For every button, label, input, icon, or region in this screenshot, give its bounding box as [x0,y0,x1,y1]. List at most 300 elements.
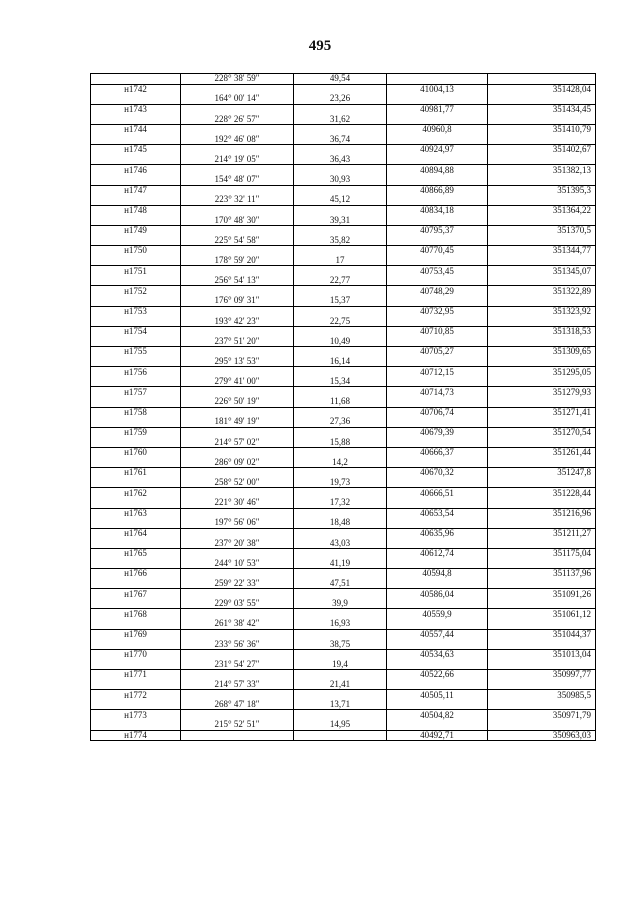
x-cell [387,619,488,629]
y-cell [488,357,596,367]
y-cell [488,377,596,387]
angle-cell [181,286,294,296]
x-cell [387,720,488,730]
y-coordinate: 351322,89 [488,286,596,296]
distance-cell [294,407,387,417]
point-cell [91,296,181,306]
segment-distance: 22,77 [294,276,387,286]
x-coordinate: 40981,77 [387,104,488,114]
distance-cell [294,569,387,579]
y-coordinate: 351344,77 [488,246,596,256]
y-coordinate: 351402,67 [488,145,596,155]
segment-row [91,336,596,346]
segment-row [91,579,596,589]
segment-row [91,437,596,447]
x-cell [387,215,488,225]
x-cell [387,579,488,589]
point-row [91,447,596,457]
segment-distance: 16,14 [294,357,387,367]
y-cell [488,316,596,326]
point-name: н1772 [91,690,181,700]
segment-row [91,215,596,225]
segment-distance: 11,68 [294,397,387,407]
x-cell [387,357,488,367]
segment-distance: 14,95 [294,720,387,730]
point-cell [91,175,181,185]
y-cell [488,336,596,346]
distance-cell [294,508,387,518]
segment-distance: 14,2 [294,458,387,468]
segment-row [91,397,596,407]
point-name: н1756 [91,367,181,377]
x-cell [387,478,488,488]
point-row [91,84,596,94]
x-coordinate: 40960,8 [387,124,488,134]
angle-cell [181,367,294,377]
segment-distance: 15,37 [294,296,387,306]
point-cell [91,538,181,548]
point-cell [91,256,181,266]
y-coordinate: 351295,05 [488,367,596,377]
point-name: н1749 [91,225,181,235]
point-name: н1764 [91,528,181,538]
point-row [91,609,596,619]
x-cell [387,236,488,246]
y-coordinate: 351270,54 [488,427,596,437]
y-cell [488,94,596,104]
y-coordinate: 350963,03 [488,730,596,741]
point-row [91,145,596,155]
x-coordinate: 40559,9 [387,609,488,619]
point-cell [91,114,181,124]
direction-angle: 197° 56' 06" [181,518,294,528]
x-cell [387,437,488,447]
x-coordinate: 40492,71 [387,730,488,741]
point-cell [91,94,181,104]
point-cell [91,639,181,649]
y-coordinate: 351395,3 [488,185,596,195]
x-coordinate: 40714,73 [387,387,488,397]
y-coordinate: 351318,53 [488,326,596,336]
segment-row [91,639,596,649]
point-cell [91,498,181,508]
angle-cell [181,306,294,316]
y-coordinate: 351382,13 [488,165,596,175]
point-name: н1761 [91,468,181,478]
segment-row [91,458,596,468]
x-cell [387,336,488,346]
point-row [91,569,596,579]
direction-angle: 244° 10' 53" [181,559,294,569]
x-cell [387,680,488,690]
x-coordinate: 40795,37 [387,225,488,235]
direction-angle: 226° 50' 19" [181,397,294,407]
direction-angle: 261° 38' 42" [181,619,294,629]
angle-cell [181,185,294,195]
angle-cell [181,690,294,700]
segment-row [91,236,596,246]
segment-distance: 19,4 [294,659,387,669]
x-coordinate: 40679,39 [387,427,488,437]
point-row [91,266,596,276]
x-coordinate: 40894,88 [387,165,488,175]
point-row [91,246,596,256]
point-row [91,367,596,377]
y-coordinate: 351061,12 [488,609,596,619]
angle-cell [181,165,294,175]
x-coordinate: 40522,66 [387,670,488,680]
segment-distance: 45,12 [294,195,387,205]
segment-distance: 36,74 [294,135,387,145]
y-cell [488,135,596,145]
y-cell [488,256,596,266]
direction-angle: 268° 47' 18" [181,700,294,710]
x-coordinate: 40732,95 [387,306,488,316]
x-cell [387,458,488,468]
y-coordinate: 351216,96 [488,508,596,518]
point-name: н1768 [91,609,181,619]
x-coordinate: 40586,04 [387,589,488,599]
y-coordinate: 351175,04 [488,548,596,558]
x-cell [387,195,488,205]
segment-row [91,538,596,548]
segment-distance: 15,34 [294,377,387,387]
y-cell [488,720,596,730]
y-cell [488,276,596,286]
x-coordinate: 40594,8 [387,569,488,579]
point-row [91,548,596,558]
segment-row [91,518,596,528]
y-coordinate: 351309,65 [488,347,596,357]
point-name: н1763 [91,508,181,518]
x-cell [387,377,488,387]
point-cell [91,357,181,367]
point-row [91,508,596,518]
y-cell [488,700,596,710]
point-cell [91,276,181,286]
boundary-coordinates-table [90,73,596,741]
y-cell [488,236,596,246]
y-coordinate: 351013,04 [488,649,596,659]
angle-cell [181,508,294,518]
segment-distance: 41,19 [294,559,387,569]
x-coordinate: 40557,44 [387,629,488,639]
x-cell [387,74,488,85]
distance-cell [294,246,387,256]
page-number: 495 [308,38,332,54]
point-cell [91,700,181,710]
segment-row [91,680,596,690]
point-cell [91,518,181,528]
segment-distance: 38,75 [294,639,387,649]
segment-distance: 21,41 [294,680,387,690]
segment-row [91,114,596,124]
y-coordinate: 351434,45 [488,104,596,114]
point-row [91,165,596,175]
segment-distance: 22,75 [294,316,387,326]
point-row [91,185,596,195]
x-coordinate: 40834,18 [387,205,488,215]
distance-cell [294,649,387,659]
segment-distance: 13,71 [294,700,387,710]
y-cell [488,417,596,427]
point-name: н1746 [91,165,181,175]
x-coordinate: 40505,11 [387,690,488,700]
point-name: н1774 [91,730,181,741]
point-name: н1759 [91,427,181,437]
segment-row [91,720,596,730]
distance-cell [294,104,387,114]
segment-distance: 18,48 [294,518,387,528]
segment-row [91,619,596,629]
x-coordinate: 40748,29 [387,286,488,296]
point-cell [91,478,181,488]
segment-row [91,498,596,508]
distance-cell [294,124,387,134]
point-cell [91,74,181,85]
x-coordinate: 40706,74 [387,407,488,417]
segment-distance: 16,93 [294,619,387,629]
point-cell [91,559,181,569]
point-name: н1758 [91,407,181,417]
y-cell [488,195,596,205]
x-coordinate: 40666,51 [387,488,488,498]
y-coordinate: 351410,79 [488,124,596,134]
angle-cell [181,609,294,619]
x-cell [387,114,488,124]
point-cell [91,579,181,589]
point-name: н1757 [91,387,181,397]
segment-distance: 19,73 [294,478,387,488]
distance-cell [294,84,387,94]
segment-distance: 27,36 [294,417,387,427]
point-row [91,730,596,741]
segment-distance: 39,9 [294,599,387,609]
angle-cell [181,407,294,417]
point-row [91,326,596,336]
y-coordinate: 351247,8 [488,468,596,478]
angle-cell [181,246,294,256]
point-row [91,205,596,215]
y-cell [488,680,596,690]
y-coordinate: 351370,5 [488,225,596,235]
x-coordinate: 40705,27 [387,347,488,357]
y-coordinate: 351228,44 [488,488,596,498]
y-cell [488,296,596,306]
y-coordinate: 351044,37 [488,629,596,639]
distance-cell [294,205,387,215]
point-row [91,629,596,639]
segment-distance: 15,88 [294,437,387,447]
point-cell [91,135,181,145]
direction-angle: 181° 49' 19" [181,417,294,427]
direction-angle: 178° 59' 20" [181,256,294,266]
x-cell [387,599,488,609]
y-coordinate: 351091,26 [488,589,596,599]
segment-row [91,296,596,306]
point-row [91,427,596,437]
point-cell [91,599,181,609]
angle-cell [181,427,294,437]
point-row [91,670,596,680]
distance-cell [294,447,387,457]
angle-cell [181,730,294,741]
x-cell [387,659,488,669]
segment-distance: 47,51 [294,579,387,589]
distance-cell [294,306,387,316]
angle-cell [181,670,294,680]
distance-cell [294,589,387,599]
point-row [91,649,596,659]
direction-angle: 286° 09' 02" [181,458,294,468]
y-cell [488,74,596,85]
distance-cell [294,387,387,397]
direction-angle: 215° 52' 51" [181,720,294,730]
point-row [91,347,596,357]
segment-row [91,417,596,427]
segment-distance: 17 [294,256,387,266]
point-name: н1765 [91,548,181,558]
y-cell [488,114,596,124]
distance-cell [294,165,387,175]
x-cell [387,639,488,649]
y-coordinate: 351364,22 [488,205,596,215]
point-name: н1767 [91,589,181,599]
y-coordinate: 351137,96 [488,569,596,579]
x-cell [387,155,488,165]
y-cell [488,559,596,569]
distance-cell [294,326,387,336]
angle-cell [181,649,294,659]
segment-distance: 39,31 [294,215,387,225]
distance-cell: 49,54 [294,74,387,85]
x-cell [387,417,488,427]
y-cell [488,518,596,528]
segment-distance: 31,62 [294,114,387,124]
distance-cell [294,427,387,437]
point-cell [91,377,181,387]
x-coordinate: 40712,15 [387,367,488,377]
direction-angle: 223° 32' 11" [181,195,294,205]
angle-cell [181,629,294,639]
point-row [91,124,596,134]
segment-row [91,377,596,387]
angle-cell [181,205,294,215]
segment-row [91,94,596,104]
point-name: н1743 [91,104,181,114]
point-row [91,690,596,700]
x-cell [387,256,488,266]
point-name: н1750 [91,246,181,256]
point-name: н1760 [91,447,181,457]
point-name: н1754 [91,326,181,336]
point-cell [91,215,181,225]
x-coordinate: 40670,32 [387,468,488,478]
y-cell [488,659,596,669]
direction-angle: 228° 26' 57" [181,114,294,124]
y-cell [488,538,596,548]
distance-cell [294,225,387,235]
x-cell [387,135,488,145]
segment-row [91,276,596,286]
y-coordinate: 351323,92 [488,306,596,316]
angle-cell [181,347,294,357]
x-coordinate: 40504,82 [387,710,488,720]
y-cell [488,639,596,649]
direction-angle: 176° 09' 31" [181,296,294,306]
x-coordinate: 40635,96 [387,528,488,538]
y-cell [488,155,596,165]
segment-row [91,700,596,710]
direction-angle: 214° 57' 02" [181,437,294,447]
point-cell [91,437,181,447]
x-coordinate: 40866,89 [387,185,488,195]
y-coordinate: 351261,44 [488,447,596,457]
point-row [91,710,596,720]
angle-cell: 228° 38' 59" [181,74,294,85]
distance-cell [294,629,387,639]
point-name: н1745 [91,145,181,155]
y-cell [488,215,596,225]
segment-distance: 36,43 [294,155,387,165]
segment-row [91,135,596,145]
segment-row [91,659,596,669]
direction-angle: 259° 22' 33" [181,579,294,589]
distance-cell [294,286,387,296]
point-row [91,225,596,235]
point-name: н1753 [91,306,181,316]
y-cell [488,599,596,609]
y-coordinate: 350985,5 [488,690,596,700]
y-cell [488,175,596,185]
point-cell [91,155,181,165]
point-name: н1742 [91,84,181,94]
angle-cell [181,528,294,538]
segment-row [91,559,596,569]
angle-cell [181,548,294,558]
angle-cell [181,468,294,478]
segment-row [91,357,596,367]
x-cell [387,700,488,710]
x-cell [387,538,488,548]
angle-cell [181,84,294,94]
direction-angle: 256° 54' 13" [181,276,294,286]
y-cell [488,498,596,508]
segment-distance: 10,49 [294,336,387,346]
point-row [91,468,596,478]
segment-row [91,175,596,185]
distance-cell [294,367,387,377]
point-name: н1748 [91,205,181,215]
angle-cell [181,710,294,720]
y-cell [488,458,596,468]
x-coordinate: 40653,54 [387,508,488,518]
angle-cell [181,387,294,397]
segment-row [91,256,596,266]
y-cell [488,397,596,407]
x-coordinate: 40924,97 [387,145,488,155]
x-coordinate: 40710,85 [387,326,488,336]
x-cell [387,559,488,569]
point-cell [91,195,181,205]
direction-angle: 279° 41' 00" [181,377,294,387]
direction-angle: 170° 48' 30" [181,215,294,225]
segment-row [91,478,596,488]
angle-cell [181,589,294,599]
distance-cell [294,730,387,741]
segment-row [91,316,596,326]
x-coordinate: 41004,13 [387,84,488,94]
